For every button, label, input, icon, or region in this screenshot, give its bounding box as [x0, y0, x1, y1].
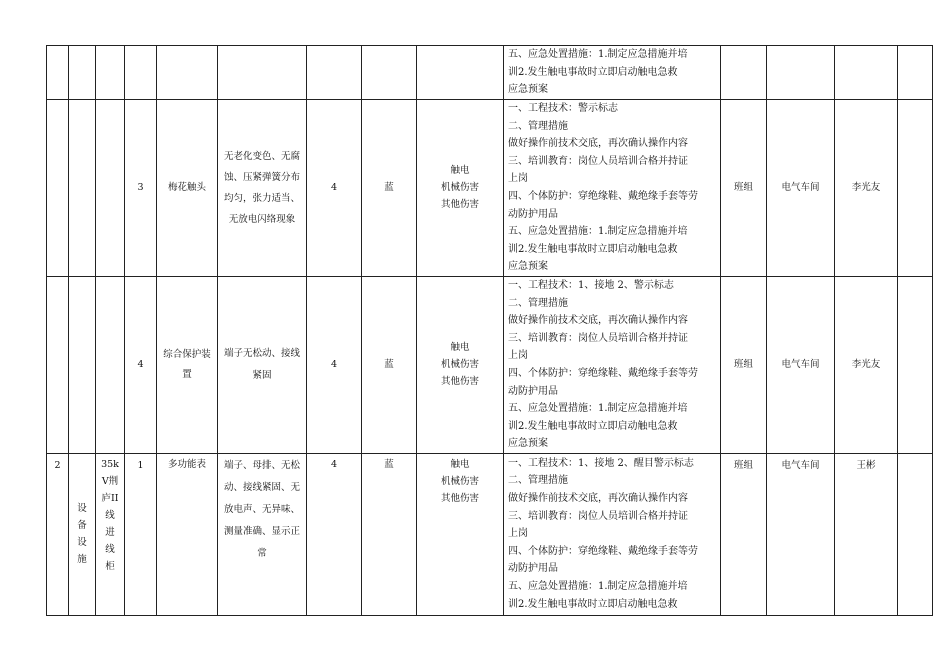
person-cell: 李光友 — [835, 276, 898, 453]
measure-line: 二、管理措施 — [508, 297, 568, 309]
hazard-cell — [417, 276, 504, 453]
remark-cell — [898, 276, 933, 453]
measure-line: 动防护用品 — [508, 208, 558, 220]
standard-cell: 端子无松动、接线紧固 — [218, 276, 307, 453]
measure-line: 五、应急处置措施：1.制定应急措施并培 — [508, 226, 688, 238]
hazard-line: 机械伤害 — [440, 359, 479, 371]
measure-line: 训2.发生触电事故时立即启动触电急救 — [508, 243, 678, 255]
measure-line: 四、个体防护：穿绝缘鞋、戴绝缘手套等劳 — [508, 545, 698, 557]
team-cell: 班组 — [721, 100, 767, 277]
measure-line: 训2.发生触电事故时立即启动触电急救 — [508, 598, 678, 610]
level-color-cell: 蓝 — [362, 276, 417, 453]
standard-cell — [218, 46, 307, 100]
table-row — [47, 100, 933, 277]
measure-line: 应急预案 — [508, 438, 548, 450]
person-cell — [835, 46, 898, 100]
measure-line: 做好操作前技术交底，再次确认操作内容 — [508, 493, 688, 505]
hazard-cell — [417, 100, 504, 277]
no-cell — [47, 276, 69, 453]
part-cell: 多功能表 — [157, 453, 218, 615]
measure-line: 五、应急处置措施：1.制定应急措施并培 — [508, 49, 688, 61]
no-cell: 2 — [47, 453, 69, 615]
workshop-cell: 电气车间 — [767, 276, 835, 453]
category-cell — [69, 100, 96, 277]
measure-line: 上岗 — [508, 173, 528, 185]
hazard-line: 触电 — [450, 458, 470, 470]
person-cell: 王彬 — [835, 453, 898, 615]
hazard-line: 触电 — [450, 342, 470, 354]
table-row — [47, 46, 933, 100]
measure-line: 上岗 — [508, 350, 528, 362]
hazard-line: 其他伤害 — [440, 376, 479, 388]
part-cell — [157, 46, 218, 100]
measure-line: 三、培训教育：岗位人员培训合格并持证 — [508, 332, 688, 344]
hazard-line: 机械伤害 — [440, 475, 479, 487]
remark-cell — [898, 453, 933, 615]
risk-control-table — [46, 45, 933, 616]
seq-cell: 1 — [125, 453, 157, 615]
measure-line: 一、工程技术：警示标志 — [508, 103, 618, 114]
part-cell: 综合保护装置 — [157, 276, 218, 453]
level-num-cell: 4 — [307, 100, 362, 277]
person-cell: 李光友 — [835, 100, 898, 277]
measure-line: 做好操作前技术交底，再次确认操作内容 — [508, 138, 688, 150]
measures-cell — [504, 276, 721, 453]
measure-line: 五、应急处置措施：1.制定应急措施并培 — [508, 403, 688, 415]
measure-line: 一、工程技术：1、接地 2、醒目警示标志 — [508, 457, 694, 469]
category-cell — [69, 276, 96, 453]
workshop-cell — [767, 46, 835, 100]
measure-line: 训2.发生触电事故时立即启动触电急救 — [508, 420, 678, 432]
unit-cell — [96, 100, 125, 277]
measure-line: 五、应急处置措施：1.制定应急措施并培 — [508, 581, 688, 593]
no-cell — [47, 100, 69, 277]
measures-cell — [504, 453, 721, 615]
measure-line: 四、个体防护：穿绝缘鞋、戴绝缘手套等劳 — [508, 190, 698, 202]
category-cell — [69, 46, 96, 100]
standard-cell: 端子、母排、无松动、接线紧固、无放电声、无异味、测量准确、显示正常 — [218, 453, 307, 615]
remark-cell — [898, 46, 933, 100]
no-cell — [47, 46, 69, 100]
measure-line: 上岗 — [508, 528, 528, 540]
hazard-cell — [417, 453, 504, 615]
measure-line: 动防护用品 — [508, 385, 558, 397]
measure-line: 应急预案 — [508, 84, 548, 96]
seq-cell: 4 — [125, 276, 157, 453]
hazard-line: 其他伤害 — [440, 199, 479, 211]
measure-line: 二、管理措施 — [508, 475, 568, 487]
level-color-cell: 蓝 — [362, 100, 417, 277]
measure-line: 动防护用品 — [508, 563, 558, 575]
workshop-cell: 电气车间 — [767, 453, 835, 615]
unit-cell — [96, 46, 125, 100]
hazard-line: 机械伤害 — [440, 182, 479, 194]
measure-line: 三、培训教育：岗位人员培训合格并持证 — [508, 510, 688, 522]
hazard-cell — [417, 46, 504, 100]
standard-cell: 无老化变色、无腐蚀、压紧弹簧分布均匀，张力适当、无放电闪络现象 — [218, 100, 307, 277]
hazard-line: 触电 — [450, 165, 470, 177]
measures-cell — [504, 100, 721, 277]
seq-cell — [125, 46, 157, 100]
measure-line: 做好操作前技术交底，再次确认操作内容 — [508, 315, 688, 327]
hazard-line: 其他伤害 — [440, 492, 479, 504]
level-num-cell: 4 — [307, 276, 362, 453]
measure-line: 四、个体防护：穿绝缘鞋、戴绝缘手套等劳 — [508, 367, 698, 379]
team-cell — [721, 46, 767, 100]
measure-line: 二、管理措施 — [508, 120, 568, 132]
level-color-cell: 蓝 — [362, 453, 417, 615]
unit-cell — [96, 276, 125, 453]
workshop-cell: 电气车间 — [767, 100, 835, 277]
level-num-cell — [307, 46, 362, 100]
measure-line: 一、工程技术：1、接地 2、警示标志 — [508, 279, 674, 291]
table-row — [47, 453, 933, 615]
unit-cell: 35kV荆庐II线进线柜 — [96, 453, 125, 615]
part-cell: 梅花触头 — [157, 100, 218, 277]
measure-line: 三、培训教育：岗位人员培训合格并持证 — [508, 155, 688, 167]
level-color-cell — [362, 46, 417, 100]
remark-cell — [898, 100, 933, 277]
level-num-cell: 4 — [307, 453, 362, 615]
measure-line: 应急预案 — [508, 261, 548, 273]
measure-line: 训2.发生触电事故时立即启动触电急救 — [508, 66, 678, 78]
team-cell: 班组 — [721, 453, 767, 615]
category-cell: 设备设施 — [69, 453, 96, 615]
team-cell: 班组 — [721, 276, 767, 453]
seq-cell: 3 — [125, 100, 157, 277]
table-row — [47, 276, 933, 453]
measures-cell — [504, 46, 721, 100]
